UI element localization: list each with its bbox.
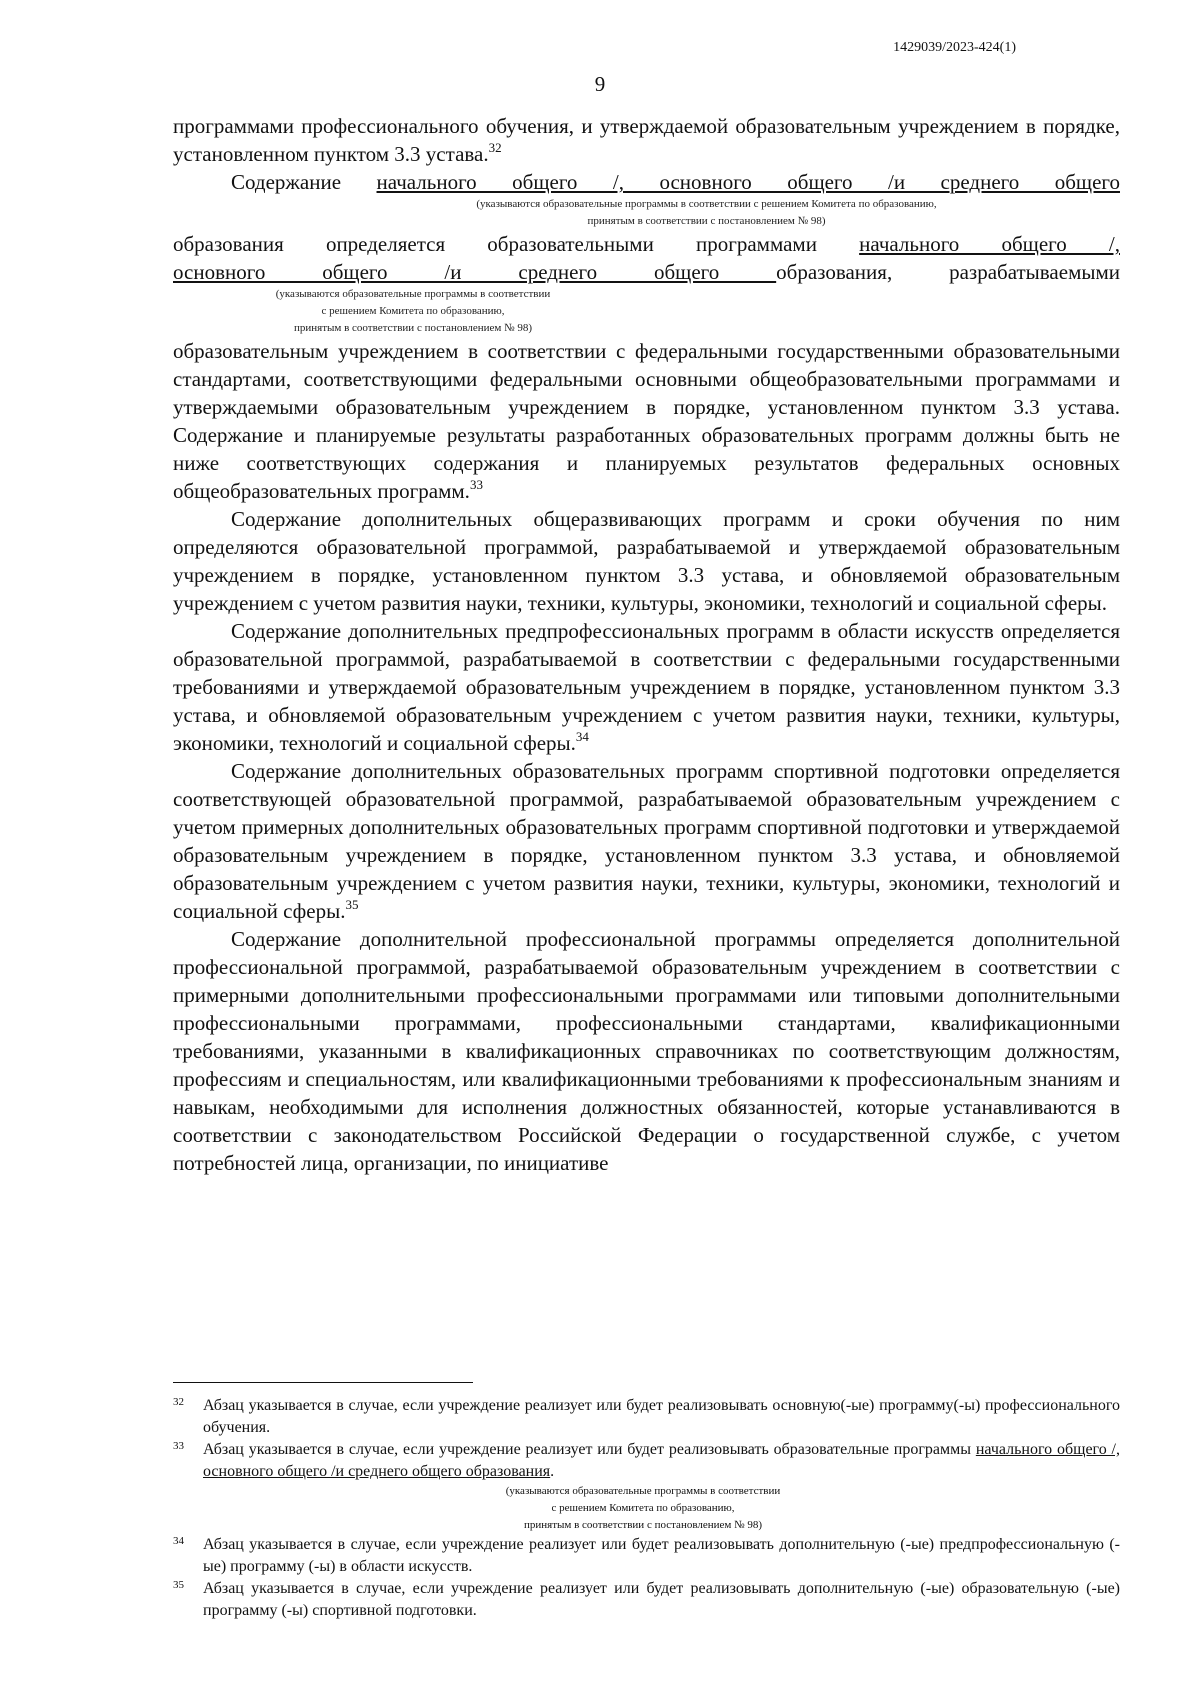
footnote-33-note bbox=[363, 1483, 923, 1534]
paragraph-2-rest-text: образовательным учреждением в соответствии с федеральными государственными образовательными стандартами, соответствующими федеральными основными общеобразовательными программами и утверждаемыми образовательным учреждением в порядке, установленном пунктом 3.3 устава. Содержание и планируемые результаты разработанных образовательных программ должны быть не ниже соответствующих содержания и планируемых результатов федеральных основных общеобразовательных программ. bbox=[173, 339, 1120, 503]
paragraph-2-lead: Содержание bbox=[231, 170, 377, 194]
footnotes bbox=[173, 1395, 1120, 1622]
instruction-note-2-line-3: принятым в соответствии с постановлением № 98) bbox=[293, 322, 533, 334]
page-number: 9 bbox=[594, 72, 606, 96]
footnote-education-levels: начального общего /, основного общего /и среднего общего образования bbox=[203, 1441, 1120, 1480]
education-levels-blank-2: начального общего /, bbox=[859, 232, 1120, 256]
footnote-34 bbox=[173, 1534, 1120, 1578]
footnote-number: 32 bbox=[173, 1396, 184, 1408]
footnote-ref-33: 33 bbox=[469, 477, 483, 492]
footnote-ref-32: 32 bbox=[488, 140, 502, 155]
footnote-33-note-line-1: (указываются образовательные программы в соответствии bbox=[505, 1485, 781, 1497]
paragraph-2-line-1 bbox=[173, 168, 1120, 196]
footnote-33-note-line-3: принятым в соответствии с постановлением № 98) bbox=[523, 1519, 763, 1531]
paragraph-4 bbox=[173, 617, 1120, 757]
footnote-separator bbox=[173, 1382, 473, 1383]
education-levels-blank-1: начального общего /, основного общего /и среднего общего bbox=[376, 170, 1120, 194]
footnote-text: Абзац указывается в случае, если учреждение реализует или будет реализовывать образовательные программы bbox=[203, 1441, 976, 1458]
paragraph-1 bbox=[173, 112, 1120, 168]
document-id: 1429039/2023-424(1) bbox=[893, 40, 1016, 55]
instruction-note-1-line-1: (указываются образовательные программы в соответствии с решением Комитета по образованию, bbox=[476, 198, 937, 210]
footnote-33 bbox=[173, 1439, 1120, 1483]
footnote-ref-35: 35 bbox=[345, 897, 359, 912]
paragraph-2-text-b: образования, разрабатываемыми bbox=[776, 260, 1120, 284]
paragraph-2-text-a: образования определяется образовательными программами bbox=[173, 232, 860, 256]
footnote-text: Абзац указывается в случае, если учреждение реализует или будет реализовывать основную(-ые) программу(-ы) профессионального обучения. bbox=[203, 1397, 1120, 1436]
footnote-number: 34 bbox=[173, 1535, 184, 1547]
paragraph-2-line-3 bbox=[173, 258, 1120, 286]
footnote-text: Абзац указывается в случае, если учреждение реализует или будет реализовывать дополнительную (-ые) предпрофессиональную (-ые) программу (-ы) в области искусств. bbox=[203, 1536, 1120, 1575]
footnote-ref-34: 34 bbox=[575, 729, 589, 744]
footnote-33-note-line-2: с решением Комитета по образованию, bbox=[551, 1502, 735, 1514]
footnote-32 bbox=[173, 1395, 1120, 1439]
footnote-number: 35 bbox=[173, 1579, 184, 1591]
instruction-note-2 bbox=[203, 286, 623, 337]
paragraph-2-rest bbox=[173, 337, 1120, 505]
paragraph-4-text: Содержание дополнительных предпрофессиональных программ в области искусств определяется образовательной программой, разрабатываемой в соответствии с федеральными государственными требованиями и утверждаемой образовательным учреждением в порядке, установленном пунктом 3.3 устава, и обновляемой образовательным учреждением с учетом развития науки, техники, культуры, экономики, технологий и социальной сферы. bbox=[173, 619, 1120, 755]
paragraph-1-text: программами профессионального обучения, и утверждаемой образовательным учреждением в порядке, установленном пунктом 3.3 устава. bbox=[173, 114, 1120, 166]
document-body bbox=[173, 112, 1120, 1177]
footnote-number: 33 bbox=[173, 1440, 184, 1452]
instruction-note-1 bbox=[233, 196, 1180, 230]
footnote-text-end: . bbox=[550, 1463, 555, 1480]
paragraph-5-text: Содержание дополнительных образовательных программ спортивной подготовки определяется соответствующей образовательной программой, разрабатываемой образовательным учреждением с учетом примерных дополнительных образовательных программ спортивной подготовки и утверждаемой образовательным учреждением в порядке, установленном пунктом 3.3 устава, и обновляемой образовательным учреждением с учетом развития науки, техники, культуры, экономики, технологий и социальной сферы. bbox=[173, 759, 1120, 923]
paragraph-6: Содержание дополнительной профессиональной программы определяется дополнительной профессиональной программой, разрабатываемой образовательным учреждением в соответствии с примерными дополнительными профессиональными программами или типовыми дополнительными профессиональными программами, профессиональными стандартами, квалификационными требованиями, указанными в квалификационных справочниках по соответствующим должностям, профессиям и специальностям, или квалификационными требованиями к профессиональным знаниям и навыкам, необходимыми для исполнения должностных обязанностей, которые устанавливаются в соответствии с законодательством Российской Федерации о государственной службе, с учетом потребностей лица, организации, по инициативе bbox=[173, 927, 1120, 1175]
education-levels-blank-3: основного общего /и среднего общего bbox=[173, 260, 777, 284]
paragraph-2-line-2 bbox=[173, 230, 1120, 258]
instruction-note-1-line-2: принятым в соответствии с постановлением № 98) bbox=[587, 215, 826, 227]
instruction-note-2-line-2: с решением Комитета по образованию, bbox=[321, 305, 505, 317]
footnote-35 bbox=[173, 1578, 1120, 1622]
footnote-text: Абзац указывается в случае, если учреждение реализует или будет реализовывать дополнительную (-ые) образовательную (-ые) программу (-ы) спортивной подготовки. bbox=[203, 1580, 1120, 1619]
paragraph-3: Содержание дополнительных общеразвивающих программ и сроки обучения по ним определяются образовательной программой, разрабатываемой и утверждаемой образовательным учреждением в порядке, установленном пунктом 3.3 устава, и обновляемой образовательным учреждением с учетом развития науки, техники, культуры, экономики, технологий и социальной сферы. bbox=[173, 507, 1120, 615]
paragraph-5 bbox=[173, 757, 1120, 925]
instruction-note-2-line-1: (указываются образовательные программы в соответствии bbox=[275, 288, 551, 300]
